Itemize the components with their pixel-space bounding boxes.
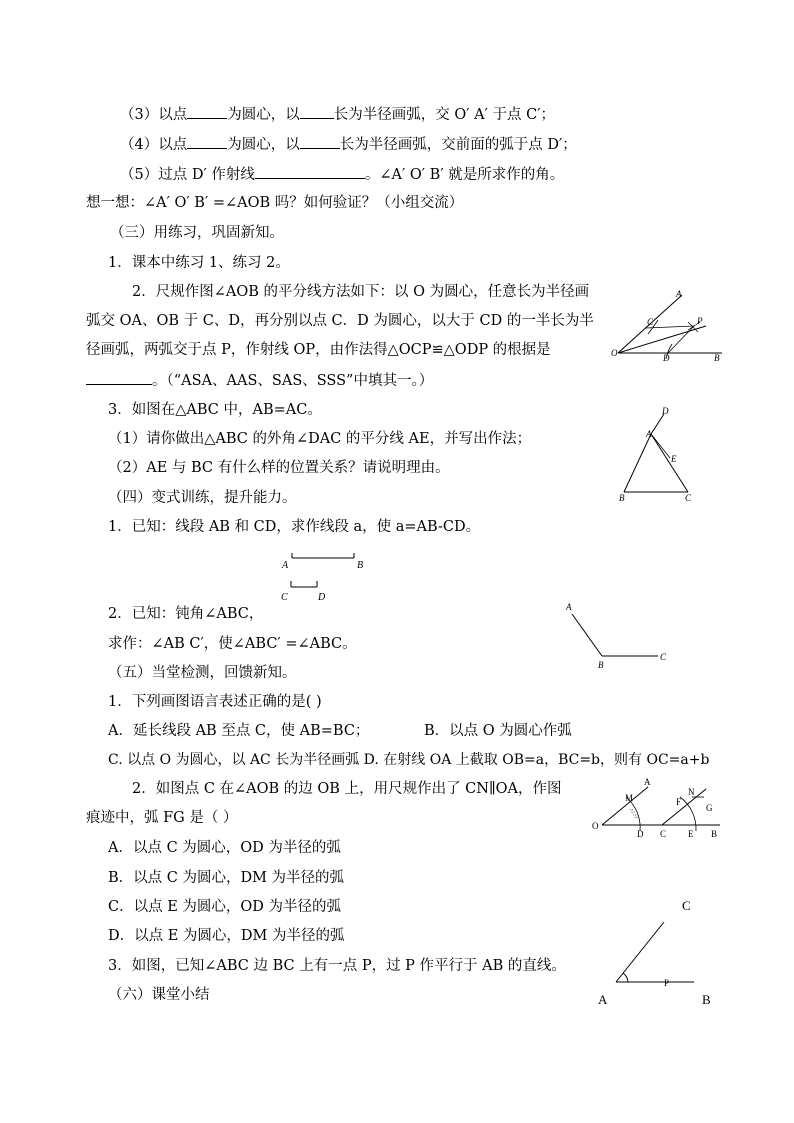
- exercise-2-line4-text: 。（“ASA、AAS、SAS、SSS”中填其一。）: [152, 373, 434, 389]
- label-p: P: [697, 316, 703, 326]
- test-3: 3．如图，已知∠ABC 边 BC 上有一点 P，过 P 作平行于 AB 的直线。: [108, 958, 566, 974]
- exercise-3-part2: （2）AE 与 BC 有什么样的位置关系？请说明理由。: [108, 460, 450, 476]
- think-question: 想一想：∠A′ O′ B′ =∠AOB 吗？如何验证？（小组交流）: [86, 195, 464, 211]
- exercise-1: 1．课本中练习 1、练习 2。: [108, 255, 290, 271]
- variant-1: 1．已知：线段 AB 和 CD，求作线段 a，使 a=AB-CD。: [108, 519, 481, 535]
- label-c: C: [660, 829, 667, 839]
- label-c: C: [685, 493, 692, 503]
- label-f: F: [676, 797, 682, 807]
- label-a: A: [676, 289, 682, 299]
- label-b: B: [702, 992, 711, 1007]
- exercise-2-line2: 弧交 OA、OB 于 C、D，再分别以点 C．D 为圆心，以大于 CD 的一半长为半: [86, 313, 594, 329]
- answer-blank[interactable]: [255, 164, 365, 179]
- exercise-2-line4: [86, 370, 433, 391]
- answer-blank[interactable]: [86, 370, 152, 385]
- triangle-figure: [614, 406, 700, 506]
- step-5: [120, 164, 564, 185]
- label-o: O: [592, 821, 599, 831]
- label-c: C: [647, 317, 654, 327]
- step-4-a: （4）以点: [120, 137, 188, 153]
- label-e: E: [671, 454, 677, 464]
- step-3-b: 为圆心，以: [227, 107, 300, 123]
- segments-figure: [280, 550, 370, 604]
- section-3-heading: （三）用练习，巩固新知。: [110, 225, 284, 241]
- label-b: B: [711, 829, 718, 839]
- section-5-heading: （五）当堂检测，回馈新知。: [108, 665, 297, 681]
- test-2-option-c: C．以点 E 为圆心，OD 为半径的弧: [108, 899, 342, 915]
- label-n: N: [688, 787, 695, 797]
- label-b: B: [357, 560, 364, 571]
- label-b: B: [619, 493, 625, 503]
- label-p: P: [664, 978, 670, 988]
- label-d: D: [637, 829, 644, 839]
- test-2-line1: 2．如图点 C 在∠AOB 的边 OB 上，用尺规作出了 CN∥OA，作图: [132, 781, 562, 797]
- label-e: E: [688, 829, 694, 839]
- test-2-option-a: A．以点 C 为圆心，OD 为半径的弧: [108, 840, 341, 856]
- step-5-b: 。∠A′ O′ B′ 就是所求作的角。: [364, 167, 565, 183]
- label-c: C: [660, 652, 667, 662]
- label-d: D: [318, 592, 326, 603]
- step-3-c: 长为半径画弧，交 O′ A′ 于点 C′；: [333, 107, 555, 123]
- step-3-a: （3）以点: [120, 107, 188, 123]
- exercise-2-line3: 径画弧，两弧交于点 P，作射线 OP，由作法得△OCP≌△ODP 的根据是: [86, 342, 551, 358]
- angle-p-figure: [592, 894, 722, 1014]
- exercise-3-part1: （1）请你做出△ABC 的外角∠DAC 的平分线 AE，并写出作法；: [108, 431, 532, 447]
- step-4-b: 为圆心，以: [227, 137, 300, 153]
- exercise-2-line1: 2．尺规作图∠AOB 的平分线方法如下：以 O 为圆心，任意长为半径画: [132, 284, 590, 300]
- label-a: A: [644, 777, 651, 787]
- label-a: A: [282, 560, 289, 571]
- label-a: A: [646, 429, 652, 439]
- answer-blank[interactable]: [187, 104, 227, 119]
- parallel-figure: [590, 775, 726, 845]
- variant-2: 2．已知：钝角∠ABC，: [108, 606, 264, 622]
- test-2-option-b: B．以点 C 为圆心，DM 为半径的弧: [108, 870, 345, 886]
- obtuse-angle-figure: [560, 600, 680, 670]
- exercise-3: 3．如图在△ABC 中，AB=AC。: [108, 402, 322, 418]
- label-a: A: [566, 602, 572, 612]
- label-b: B: [714, 353, 720, 363]
- section-4-heading: （四）变式训练，提升能力。: [108, 490, 297, 506]
- label-m: M: [625, 793, 634, 803]
- label-d: D: [662, 406, 669, 416]
- label-b: B: [598, 660, 604, 670]
- step-4-c: 长为半径画弧，交前面的弧于点 D′；: [339, 137, 577, 153]
- test-2-option-d: D．以点 E 为圆心，DM 为半径的弧: [108, 928, 345, 944]
- step-3: [120, 104, 555, 125]
- section-6-heading: （六）课堂小结: [108, 987, 210, 1003]
- label-c: C: [281, 592, 288, 603]
- test-1-option-b: B．以点 O 为圆心作弧: [424, 723, 572, 739]
- label-d: D: [663, 353, 670, 363]
- bisector-figure: [610, 286, 730, 362]
- label-o: O: [611, 348, 618, 358]
- test-1-option-cd: C. 以点 O 为圆心，以 AC 长为半径画弧 D. 在射线 OA 上截取 OB=a，BC=b，则有 OC=a+b: [108, 752, 710, 768]
- answer-blank[interactable]: [300, 134, 340, 149]
- answer-blank[interactable]: [300, 104, 334, 119]
- test-1-option-a: A．延长线段 AB 至点 C，使 AB=BC；: [108, 723, 370, 739]
- test-1: 1．下列画图语言表述正确的是( ): [108, 694, 322, 710]
- answer-blank[interactable]: [187, 134, 227, 149]
- step-4: [120, 134, 577, 155]
- label-g: G: [706, 803, 713, 813]
- label-a: A: [598, 992, 608, 1007]
- label-c: C: [682, 898, 691, 913]
- variant-2-construct: 求作：∠AB C′，使∠ABC′ =∠ABC。: [108, 636, 357, 652]
- test-2-line2: 痕迹中，弧 FG 是（ ）: [86, 810, 238, 826]
- step-5-a: （5）过点 D′ 作射线: [120, 167, 255, 183]
